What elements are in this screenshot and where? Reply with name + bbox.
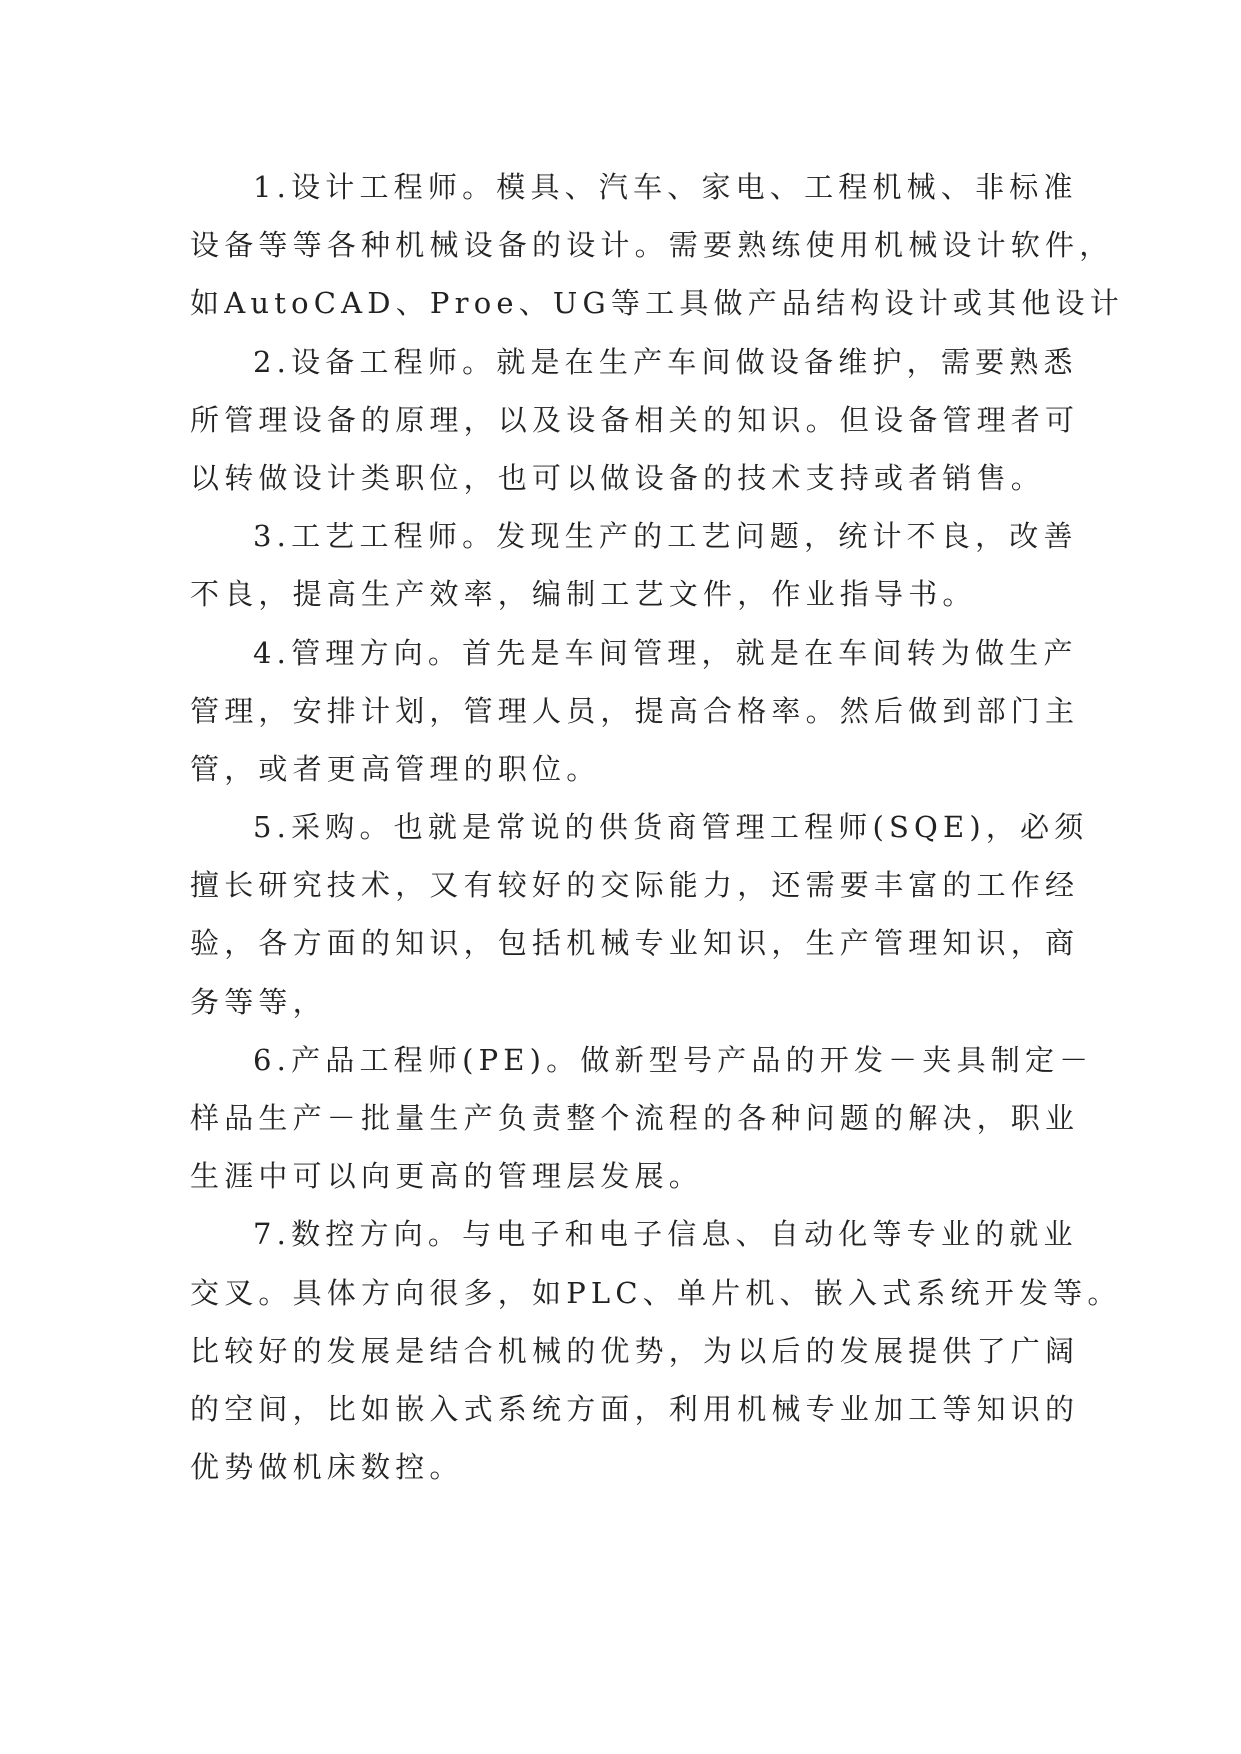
paragraph-4 xyxy=(190,624,1080,799)
paragraph-5 xyxy=(190,798,1089,1031)
paragraph-line: 管理，安排计划，管理人员，提高合格率。然后做到部门主 xyxy=(190,693,1080,728)
paragraph-line: 2.设备工程师。就是在生产车间做设备维护，需要熟悉 xyxy=(253,344,1078,379)
paragraph-1 xyxy=(190,158,1124,333)
paragraph-line: 1.设计工程师。模具、汽车、家电、工程机械、非标准 xyxy=(253,170,1078,204)
paragraph-line: 的空间，比如嵌入式系统方面，利用机械专业加工等知识的 xyxy=(190,1391,1080,1426)
paragraph-7 xyxy=(190,1205,1122,1496)
paragraph-3 xyxy=(190,507,1078,623)
paragraph-line: 管，或者更高管理的职位。 xyxy=(190,751,601,786)
document-body xyxy=(190,158,1124,1496)
paragraph-2 xyxy=(190,333,1080,508)
paragraph-line: 6.产品工程师(PE)。做新型号产品的开发－夹具制定－ xyxy=(253,1042,1094,1077)
paragraph-line: 以转做设计类职位，也可以做设备的技术支持或者销售。 xyxy=(190,460,1046,495)
paragraph-line: 优势做机床数控。 xyxy=(190,1450,464,1485)
paragraph-line: 验，各方面的知识，包括机械专业知识，生产管理知识，商 xyxy=(190,926,1080,961)
paragraph-line: 交叉。具体方向很多，如PLC、单片机、嵌入式系统开发等。 xyxy=(190,1275,1122,1310)
paragraph-line: 所管理设备的原理，以及设备相关的知识。但设备管理者可 xyxy=(190,402,1080,437)
paragraph-line: 比较好的发展是结合机械的优势，为以后的发展提供了广阔 xyxy=(190,1333,1080,1368)
paragraph-line: 务等等， xyxy=(190,984,327,1019)
paragraph-line: 3.工艺工程师。发现生产的工艺问题，统计不良，改善 xyxy=(253,519,1078,554)
paragraph-line: 如AutoCAD、Proe、UG等工具做产品结构设计或其他设计 xyxy=(190,286,1124,321)
paragraph-line: 设备等等各种机械设备的设计。需要熟练使用机械设计软件， xyxy=(190,228,1114,263)
paragraph-6 xyxy=(190,1031,1094,1206)
paragraph-line: 不良，提高生产效率，编制工艺文件，作业指导书。 xyxy=(190,577,977,612)
paragraph-line: 擅长研究技术，又有较好的交际能力，还需要丰富的工作经 xyxy=(190,868,1080,903)
paragraph-line: 5.采购。也就是常说的供货商管理工程师(SQE)，必须 xyxy=(253,810,1089,845)
paragraph-line: 生涯中可以向更高的管理层发展。 xyxy=(190,1159,704,1194)
paragraph-line: 样品生产－批量生产负责整个流程的各种问题的解决，职业 xyxy=(190,1101,1080,1135)
paragraph-line: 4.管理方向。首先是车间管理，就是在车间转为做生产 xyxy=(253,635,1078,670)
paragraph-line: 7.数控方向。与电子和电子信息、自动化等专业的就业 xyxy=(253,1217,1078,1252)
